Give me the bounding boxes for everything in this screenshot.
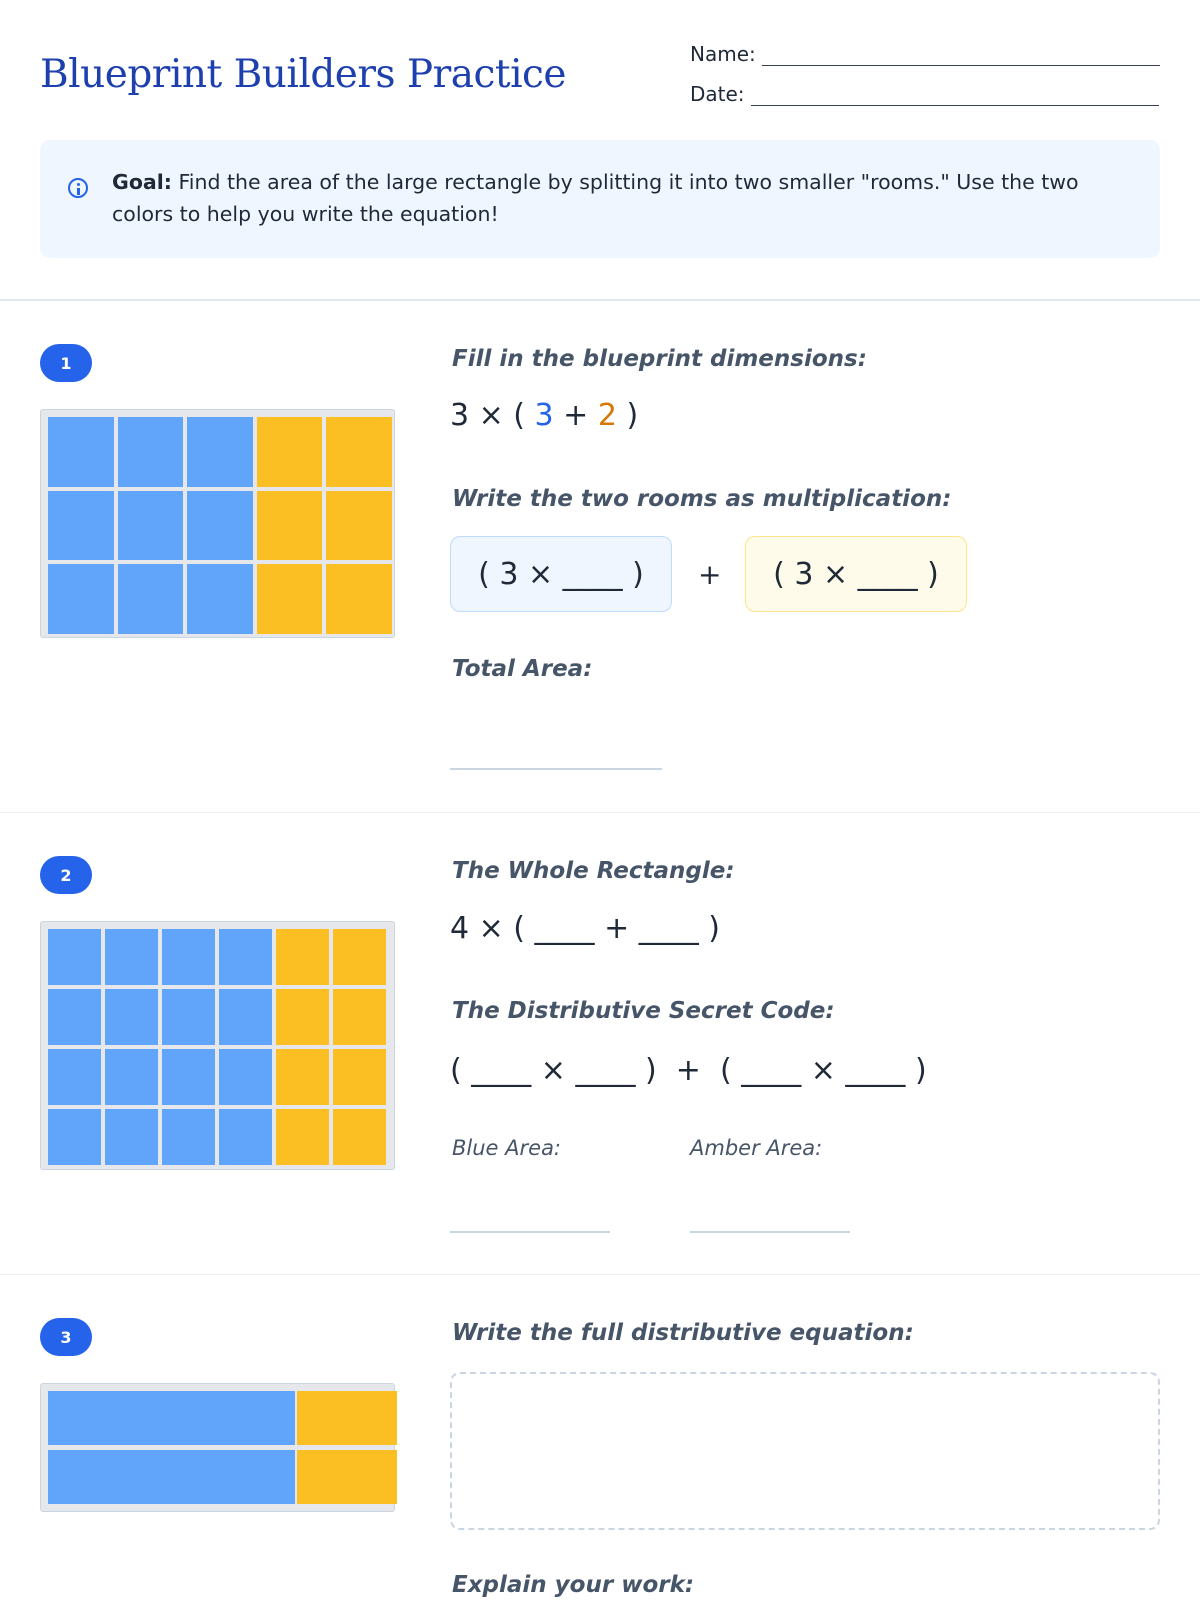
- blue-grid-cell: [162, 929, 215, 985]
- blue-grid-cell: [187, 491, 253, 561]
- blue-grid-cell: [105, 929, 158, 985]
- page-title: Blueprint Builders Practice: [40, 52, 566, 97]
- problem-1-blue-value: 3: [534, 398, 554, 433]
- goal-callout: [40, 140, 1160, 258]
- blue-grid-cell: [118, 417, 184, 487]
- amber-grid-cell: [276, 1109, 329, 1165]
- problem-divider: [0, 1274, 1200, 1275]
- problem-3-explain-prompt: Explain your work:: [452, 1572, 695, 1598]
- problem-2-whole-prompt: The Whole Rectangle:: [452, 858, 735, 884]
- blue-grid-cell: [187, 564, 253, 634]
- amber-grid-cell: [326, 417, 392, 487]
- blue-grid-cell: [219, 1109, 272, 1165]
- blue-grid-cell: [48, 564, 114, 634]
- problem-1-factor: 3: [450, 398, 470, 433]
- amber-grid-cell: [333, 1109, 386, 1165]
- goal-text: [112, 166, 1122, 230]
- amber-grid-cell: [276, 1049, 329, 1105]
- problem-1-rooms-plus: +: [698, 558, 722, 591]
- problem-1-amber-value: 2: [597, 398, 617, 433]
- problem-2-code-prompt: The Distributive Secret Code:: [452, 998, 835, 1024]
- blue-grid-cell: [48, 989, 101, 1045]
- problem-2-badge: 2: [40, 856, 92, 894]
- name-row: [690, 42, 1160, 66]
- problem-2-amber-area-label: Amber Area:: [690, 1136, 823, 1160]
- date-label: Date:: [690, 82, 745, 106]
- problem-1-open: × (: [469, 398, 535, 433]
- blue-grid-cell: [187, 417, 253, 487]
- problem-1-plus: +: [553, 398, 598, 433]
- info-icon: [68, 178, 88, 198]
- problem-2-blue-area-line[interactable]: [450, 1231, 610, 1233]
- blue-grid-cell: [48, 1049, 101, 1105]
- problem-1-amber-room-input[interactable]: ( 3 × ____ ): [745, 536, 967, 612]
- blue-grid-cell: [48, 929, 101, 985]
- blue-grid-cell: [105, 989, 158, 1045]
- problem-2-amber-area-line[interactable]: [690, 1231, 850, 1233]
- blue-grid-cell: [162, 1049, 215, 1105]
- blue-grid-cell: [105, 1109, 158, 1165]
- amber-grid-cell: [326, 564, 392, 634]
- problem-1-total-area-line[interactable]: [450, 768, 662, 770]
- problem-3-equation-box[interactable]: [450, 1372, 1160, 1530]
- amber-grid-cell: [333, 989, 386, 1045]
- blue-grid-cell: [162, 1109, 215, 1165]
- name-field[interactable]: [762, 45, 1160, 66]
- blue-grid-cell: [48, 491, 114, 561]
- problem-1-rooms-prompt: Write the two rooms as multiplication:: [452, 486, 952, 512]
- problem-2-expression[interactable]: 4 × ( ____ + ____ ): [450, 911, 720, 946]
- problem-3-equation-prompt: Write the full distributive equation:: [452, 1320, 914, 1346]
- problem-3-badge: 3: [40, 1318, 92, 1356]
- amber-grid-cell: [276, 989, 329, 1045]
- amber-grid-cell: [257, 491, 323, 561]
- name-label: Name:: [690, 42, 756, 66]
- blue-grid-cell: [219, 929, 272, 985]
- amber-grid-cell: [326, 491, 392, 561]
- problem-divider: [0, 812, 1200, 813]
- blue-grid-cell: [105, 1049, 158, 1105]
- goal-label: Goal:: [112, 170, 172, 194]
- header-divider: [0, 299, 1200, 301]
- problem-1-area-model: [40, 409, 395, 638]
- problem-1-badge: 1: [40, 344, 92, 382]
- problem-2-area-model: [40, 921, 395, 1170]
- blue-grid-cell: [48, 1109, 101, 1165]
- blue-grid-cell: [48, 417, 114, 487]
- blue-grid-strip: [48, 1450, 295, 1504]
- blue-grid-cell: [162, 989, 215, 1045]
- amber-grid-cell: [333, 929, 386, 985]
- blue-grid-cell: [219, 1049, 272, 1105]
- problem-1-blue-room-input[interactable]: ( 3 × ____ ): [450, 536, 672, 612]
- blue-grid-cell: [118, 491, 184, 561]
- problem-2-blue-area-label: Blue Area:: [452, 1136, 562, 1160]
- problem-1-dimensions-prompt: Fill in the blueprint dimensions:: [452, 346, 867, 372]
- blue-grid-cell: [219, 989, 272, 1045]
- problem-2-code-expression[interactable]: ( ____ × ____ ) + ( ____ × ____ ): [450, 1053, 927, 1088]
- amber-grid-cell: [333, 1049, 386, 1105]
- problem-1-close: ): [616, 398, 639, 433]
- problem-3-area-model: [40, 1383, 395, 1512]
- date-row: [690, 82, 1159, 106]
- problem-1-total-area-label: Total Area:: [452, 656, 593, 682]
- blue-grid-cell: [118, 564, 184, 634]
- amber-grid-strip: [297, 1450, 397, 1504]
- amber-grid-strip: [297, 1391, 397, 1445]
- date-field[interactable]: [751, 85, 1159, 106]
- blue-grid-strip: [48, 1391, 295, 1445]
- amber-grid-cell: [257, 564, 323, 634]
- amber-grid-cell: [257, 417, 323, 487]
- goal-body: Find the area of the large rectangle by splitting it into two smaller "rooms." Use the two colors to help you write the equation!: [112, 170, 1079, 226]
- amber-grid-cell: [276, 929, 329, 985]
- problem-1-expression: [450, 398, 638, 433]
